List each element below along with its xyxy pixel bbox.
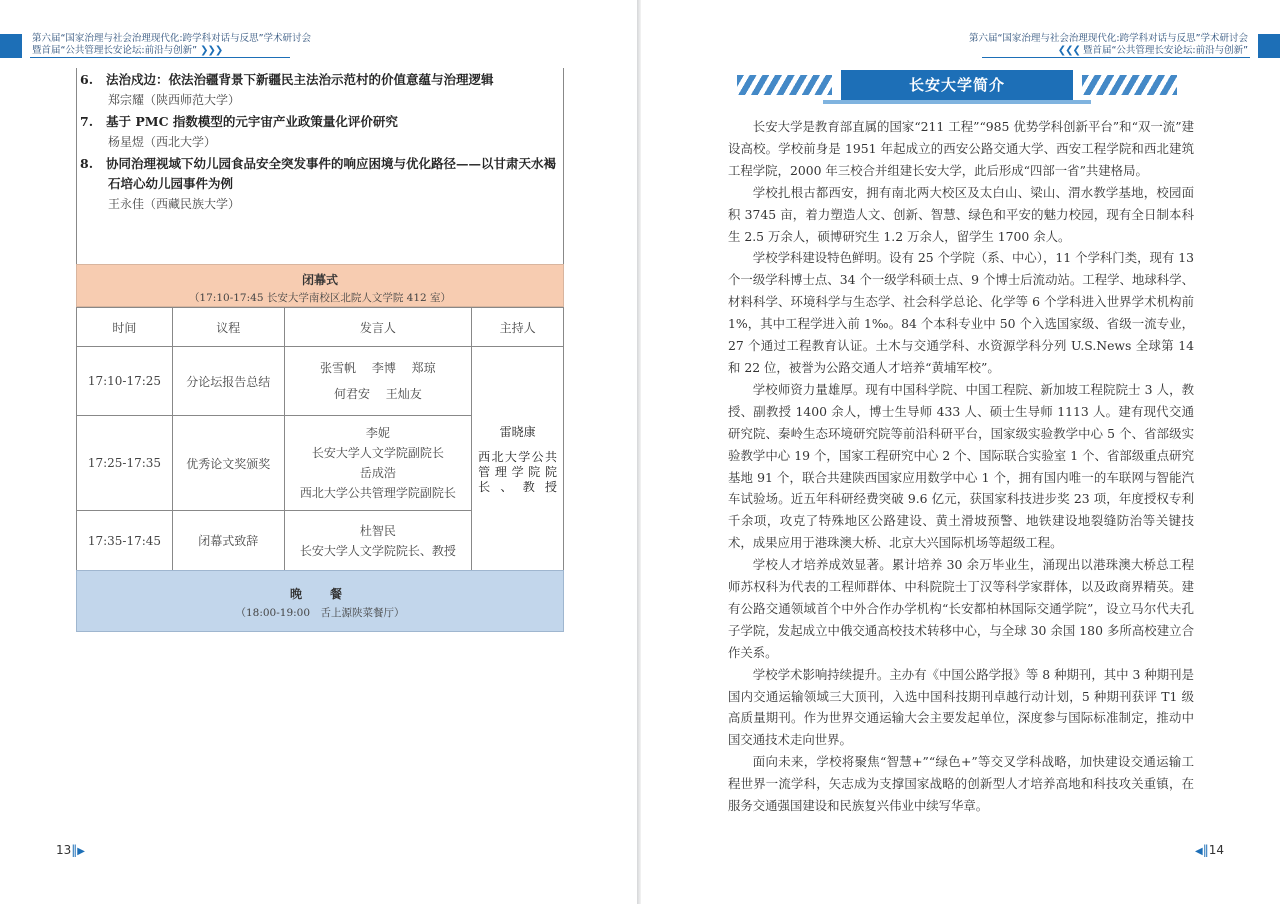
- speaker-cell: [284, 416, 472, 511]
- right-page: [641, 0, 1280, 904]
- title-underline: [823, 100, 1091, 104]
- speaker-line: 西北大学公共管理学院副院长: [299, 486, 456, 500]
- section-title: 长安大学简介: [841, 70, 1073, 100]
- closing-ceremony-header: [76, 264, 564, 307]
- intro-paragraph: 面向未来，学校将聚焦“智慧+”“绿色+”等交叉学科战略，加快建设交通运输工程世界一流学科，矢志成为支撑国家战略的创新型人才培养高地和科技攻关重镇，在服务交通强国建设和民族复兴伟业中续写华章。: [728, 754, 1194, 814]
- paper-author: 杨星煜（西北大学）: [108, 135, 217, 149]
- intro-paragraph: 学校扎根古都西安，拥有南北两大校区及太白山、梁山、渭水教学基地，校园面积 3745 亩，着力塑造人文、创新、智慧、绿色和平安的魅力校园，现有全日制本科生 2.5 万余人，硕博研究生 1.2 万余人，留学生 1700 余人。: [728, 184, 1194, 244]
- header-line2: 暨首届“公共管理长安论坛:前沿与创新”: [1082, 45, 1248, 56]
- column-header-time: 时间: [77, 308, 173, 347]
- header-tab: [0, 34, 22, 58]
- chevron-right-icon: ❯❯❯: [200, 45, 223, 56]
- left-page: [0, 0, 637, 904]
- header-text: [32, 33, 311, 57]
- agenda-cell: 分论坛报告总结: [172, 347, 284, 416]
- intro-paragraph: 长安大学是教育部直属的国家“211 工程”“985 优势学科创新平台”和“双一流”建设高校。学校前身是 1951 年起成立的西安公路交通大学、西安工程学院和西北建筑工程学院，2000 年三校合并组建长安大学，此后形成“四部一省”共建格局。: [728, 119, 1194, 178]
- paper-author: 郑宗耀（陕西师范大学）: [108, 93, 241, 107]
- time-cell: 17:35-17:45: [77, 511, 173, 571]
- paper-number: 7.: [80, 114, 94, 129]
- closing-subtitle: （17:10-17:45 长安大学南校区北院人文学院 412 室）: [188, 292, 452, 304]
- speaker-line: 杜智民: [359, 523, 396, 538]
- paper-number: 6.: [80, 72, 94, 87]
- intro-paragraph: 学校师资力量雄厚。现有中国科学院、中国工程院、新加坡工程院院士 3 人，教授、副教授 1400 余人，博士生导师 433 人、硕士生导师 1113 人。建有现代交通研究院、秦岭生态环境研究院等前沿科研平台，国家级实验教学中心 5 个、省部级实验教学中心 19 个，国家工程研究中心 2 个、国际联合实验室 1 个、省部级重点研究基地 91 个，联合共建陕西国家应用数学中心 1 个，拥有国内唯一的车联网与智能汽车试验场。近五年科研经费突破 9.6 亿元，获国家科技进步奖 23 项，年度授权专利千余项，攻克了特殊地区公路建设、黄土滑坡预警、地铁建设地裂缝防治等关键技术，成果应用于港珠澳大桥、北京大兴国际机场等超级工程。: [728, 381, 1194, 551]
- host-name: 雷晓康: [499, 424, 536, 439]
- dinner-subtitle: （18:00-19:00 舌上源陕菜餐厅）: [235, 607, 405, 619]
- closing-title: 闭幕式: [301, 273, 338, 287]
- chevron-left-icon: ❮❮❮: [1057, 45, 1080, 56]
- paper-title: 法治戍边：依法治疆背景下新疆民主法治示范村的价值意蕴与治理逻辑: [106, 72, 494, 87]
- left-header: [0, 28, 637, 64]
- triangle-right-icon: ▶: [77, 846, 85, 857]
- paper-list: [80, 70, 560, 216]
- host-cell: [472, 347, 564, 571]
- paper-item: [80, 154, 560, 214]
- speaker-line: 何君安 王灿友: [333, 387, 422, 401]
- column-header-speaker: 发言人: [284, 308, 472, 347]
- intro-paragraph: 学校人才培养成效显著。累计培养 30 余万毕业生，涌现出以港珠澳大桥总工程师苏权科为代表的工程师群体、中科院院士丁汉等科学家群体，以及政商界精英。建有公路交通领域首个中外合作办学机构“长安都柏林国际交通学院”，设立马尔代夫孔子学院，发起成立中俄交通高校技术转移中心，与全球 30 余国 180 多所高校建立合作关系。: [728, 557, 1194, 660]
- closing-program-table: [76, 307, 564, 571]
- page-number-right: [1195, 843, 1224, 857]
- agenda-cell: 优秀论文奖颁奖: [172, 416, 284, 511]
- paper-item: [80, 112, 560, 152]
- intro-paragraph: 学校学科建设特色鲜明。设有 25 个学院（系、中心），11 个学科门类，现有 13 个一级学科博士点、34 个一级学科硕士点、9 个博士后流动站。工程学、地球科学、材料科学、环境科学与生态学、社会科学总论、化学等 6 个学科进入世界学术机构前 1%，其中工程学进入前 1‰。84 个本科专业中 50 个入选国家级、省级一流专业，27 个通过工程教育认证。土木与交通学科、水资源学科分列 U.S.News 全球第 14 和 22 位，被誉为公路交通人才培养“黄埔军校”。: [728, 250, 1194, 375]
- host-title: 西北大学公共管理学院院长、教授: [478, 449, 557, 494]
- page-number: 14: [1208, 843, 1224, 857]
- speaker-line: 长安大学人文学院副院长: [311, 446, 444, 460]
- table-row: [77, 347, 564, 416]
- header-line1: 第六届“国家治理与社会治理现代化:跨学科对话与反思”学术研讨会: [968, 33, 1248, 44]
- stripes-decoration-icon: [737, 75, 832, 95]
- page-bar-icon: ‖: [71, 843, 78, 857]
- column-header-host: 主持人: [472, 308, 564, 347]
- header-rule: [30, 57, 290, 58]
- speaker-line: 李妮: [365, 426, 390, 440]
- speaker-line: 长安大学人文学院院长、教授: [299, 543, 456, 558]
- time-cell: 17:25-17:35: [77, 416, 173, 511]
- column-header-agenda: 议程: [172, 308, 284, 347]
- table-header-row: [77, 308, 564, 347]
- paper-title: 协同治理视域下幼儿园食品安全突发事件的响应困境与优化路径——以甘肃天水褐石培心幼儿园事件为例: [106, 156, 557, 191]
- dinner-banner: [76, 570, 564, 632]
- header-line1: 第六届“国家治理与社会治理现代化:跨学科对话与反思”学术研讨会: [32, 33, 312, 44]
- header-rule: [982, 57, 1250, 58]
- right-header: [641, 28, 1280, 64]
- speaker-line: 岳成浩: [359, 466, 396, 480]
- header-line2: 暨首届“公共管理长安论坛:前沿与创新”: [32, 45, 198, 56]
- speaker-line: 张雪帆 李博 郑琼: [320, 361, 436, 375]
- section-title-band: [737, 70, 1177, 100]
- paper-title: 基于 PMC 指数模型的元宇宙产业政策量化评价研究: [106, 114, 398, 129]
- paper-item: [80, 70, 560, 110]
- paper-author: 王永佳（西藏民族大学）: [108, 197, 241, 211]
- paper-number: 8.: [80, 156, 94, 171]
- page-number: 13: [56, 843, 72, 857]
- intro-paragraph: 学校学术影响持续提升。主办有《中国公路学报》等 8 种期刊，其中 3 种期刊是国内交通运输领域三大顶刊，入选中国科技期刊卓越行动计划，5 种期刊获评 T1 级高质量期刊。作为世界交通运输大会主要发起单位，深度参与国际标准制定，推动中国交通技术走向世界。: [728, 666, 1194, 748]
- page-number-left: [56, 843, 85, 857]
- agenda-cell: 闭幕式致辞: [172, 511, 284, 571]
- speaker-cell: [284, 347, 472, 416]
- university-intro: [728, 116, 1194, 817]
- page-bar-icon: ‖: [1202, 843, 1209, 857]
- time-cell: 17:10-17:25: [77, 347, 173, 416]
- header-text: [969, 33, 1248, 57]
- header-tab: [1258, 34, 1280, 58]
- triangle-left-icon: ◀: [1195, 846, 1203, 857]
- dinner-title: 晚 餐: [289, 587, 350, 601]
- speaker-cell: [284, 511, 472, 571]
- stripes-decoration-icon: [1082, 75, 1177, 95]
